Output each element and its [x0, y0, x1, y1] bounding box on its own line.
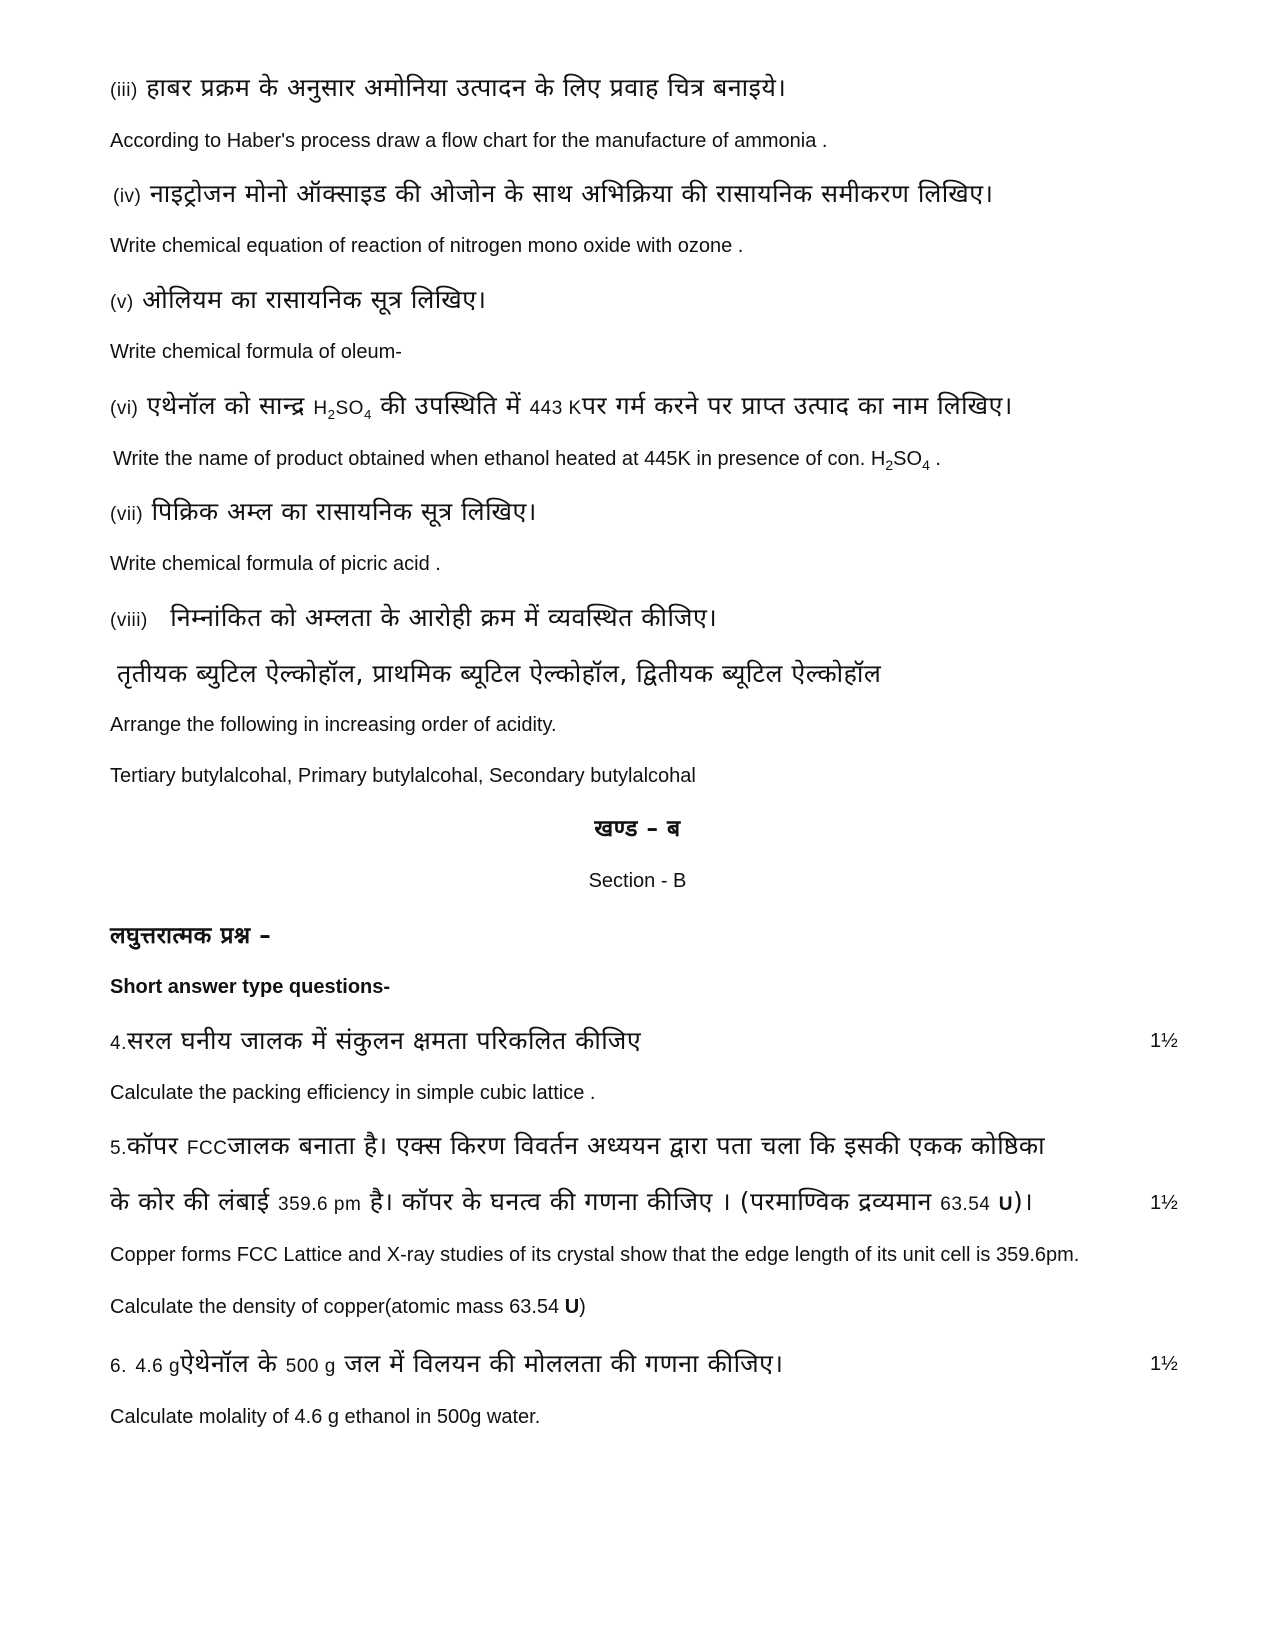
q-viii-english: Arrange the following in increasing order of acidity.: [110, 714, 557, 736]
fcc-label: FCC: [186, 1138, 228, 1159]
q-vi-english-part-c: .: [929, 448, 941, 470]
q-iv-english: Write chemical equation of reaction of nitrogen mono oxide with ozone .: [110, 235, 744, 257]
q5-english-part-2a: Calculate the density of copper(atomic mass 63.54: [110, 1296, 565, 1318]
q5-marks: 1½: [1150, 1192, 1178, 1214]
q5-english-line-1: Copper forms FCC Lattice and X-ray studies of its crystal show that the edge length of its unit cell is 359.6pm.: [110, 1244, 1080, 1266]
q4-hindi: [110, 1023, 641, 1057]
q5-english-part-2c: ): [579, 1296, 586, 1318]
section-heading-hindi: खण्ड – ब: [594, 816, 681, 842]
q-iv-hindi-text: नाइट्रोजन मोनो ऑक्साइड की ओजोन के साथ अभिक्रिया की रासायनिक समीकरण लिखिए।: [149, 179, 994, 208]
q-vi-hindi-part-b: की उपस्थिति में: [380, 391, 522, 420]
q-vi-english-sub-2: 2: [885, 457, 894, 473]
q-iii-number: (iii): [110, 80, 138, 101]
q-viii-number: (viii): [110, 610, 148, 631]
q4-marks: 1½: [1150, 1030, 1178, 1052]
atomic-mass-value: 63.54: [940, 1194, 991, 1215]
q-iii-english: According to Haber's process draw a flow chart for the manufacture of ammonia .: [110, 130, 828, 152]
q6-hindi-part-a: ऐथेनॉल के: [180, 1349, 278, 1378]
ethanol-mass-value: 4.6 g: [135, 1356, 181, 1377]
q-vii-hindi-text: पिक्रिक अम्ल का रासायनिक सूत्र लिखिए।: [151, 497, 537, 526]
short-answer-heading-hindi: लघुत्तरात्मक प्रश्न –: [110, 923, 272, 949]
q-vi-english-part-a: Write the name of product obtained when ethanol heated at 445K in presence of con. H: [113, 448, 886, 470]
q-iii-hindi: [110, 70, 786, 104]
q-vi-english: [113, 448, 941, 473]
q-iv-hindi: [113, 176, 994, 210]
q5-hindi-part-2b: है। कॉपर के घनत्व की गणना कीजिए । (परमाण्विक द्रव्यमान: [369, 1187, 932, 1216]
edge-length-value: 359.6 pm: [278, 1194, 362, 1215]
q-viii-english-list: Tertiary butylalcohal, Primary butylalcohal, Secondary butylalcohal: [110, 765, 696, 787]
q4-number: 4.: [110, 1033, 127, 1054]
q5-english-line-2: [110, 1296, 586, 1319]
q4-english: Calculate the packing efficiency in simple cubic lattice .: [110, 1082, 596, 1104]
q6-hindi: [110, 1346, 783, 1380]
q-vi-english-sub-4: 4: [922, 457, 930, 473]
q-iii-hindi-text: हाबर प्रक्रम के अनुसार अमोनिया उत्पादन के लिए प्रवाह चित्र बनाइये।: [146, 73, 787, 102]
q6-english: Calculate molality of 4.6 g ethanol in 500g water.: [110, 1406, 541, 1428]
atomic-mass-unit: U: [998, 1194, 1014, 1215]
q-v-english: Write chemical formula of oleum-: [110, 341, 402, 363]
q5-english-unit: U: [564, 1296, 580, 1318]
q6-number: 6.: [110, 1356, 127, 1377]
q5-hindi-line-1: [110, 1128, 1045, 1162]
q-v-hindi-text: ओलियम का रासायनिक सूत्र लिखिए।: [142, 285, 487, 314]
q-viii-hindi-text: निम्नांकित को अम्लता के आरोही क्रम में व्यवस्थित कीजिए।: [170, 603, 718, 632]
q-viii-hindi: [110, 600, 717, 634]
q6-marks: 1½: [1150, 1353, 1178, 1375]
q-vi-english-part-b: SO: [893, 448, 923, 470]
temperature-value: 443 K: [529, 398, 582, 419]
q5-hindi-part-1b: जालक बनाता है। एक्स किरण विवर्तन अध्ययन द्वारा पता चला कि इसकी एकक कोष्ठिका: [227, 1131, 1046, 1160]
q-vii-english: Write chemical formula of picric acid .: [110, 553, 441, 575]
q5-hindi-part-2c: )।: [1013, 1187, 1034, 1216]
q-vi-hindi-part-c: पर गर्म करने पर प्राप्त उत्पाद का नाम लिखिए।: [581, 391, 1013, 420]
q5-number: 5.: [110, 1138, 127, 1159]
section-heading-english: Section - B: [588, 870, 687, 892]
q-v-number: (v): [110, 292, 134, 313]
q4-hindi-text: सरल घनीय जालक में संकुलन क्षमता परिकलित कीजिए: [126, 1026, 642, 1055]
q-viii-hindi-list: तृतीयक ब्युटिल ऐल्कोहॉल, प्राथमिक ब्यूटिल ऐल्कोहॉल, द्वितीयक ब्यूटिल ऐल्कोहॉल: [117, 659, 882, 688]
q-vii-number: (vii): [110, 504, 144, 525]
q-vi-hindi: [110, 388, 1013, 422]
q-iv-number: (iv): [113, 186, 142, 207]
q6-hindi-part-b: जल में विलयन की मोललता की गणना कीजिए।: [344, 1349, 784, 1378]
q-vi-number: (vi): [110, 398, 139, 419]
q5-hindi-part-1a: कॉपर: [126, 1131, 179, 1160]
sulfuric-acid-formula: $H_2SO_4$: [313, 398, 372, 422]
q-vi-hindi-part-a: एथेनॉल को सान्द्र: [146, 391, 305, 420]
q5-hindi-part-2a: के कोर की लंबाई: [110, 1187, 270, 1216]
q5-hindi-line-2: [110, 1184, 1033, 1218]
water-mass-value: 500 g: [285, 1356, 336, 1377]
q-vii-hindi: [110, 494, 537, 528]
short-answer-heading-english: Short answer type questions-: [110, 976, 391, 998]
q-v-hindi: [110, 282, 487, 316]
